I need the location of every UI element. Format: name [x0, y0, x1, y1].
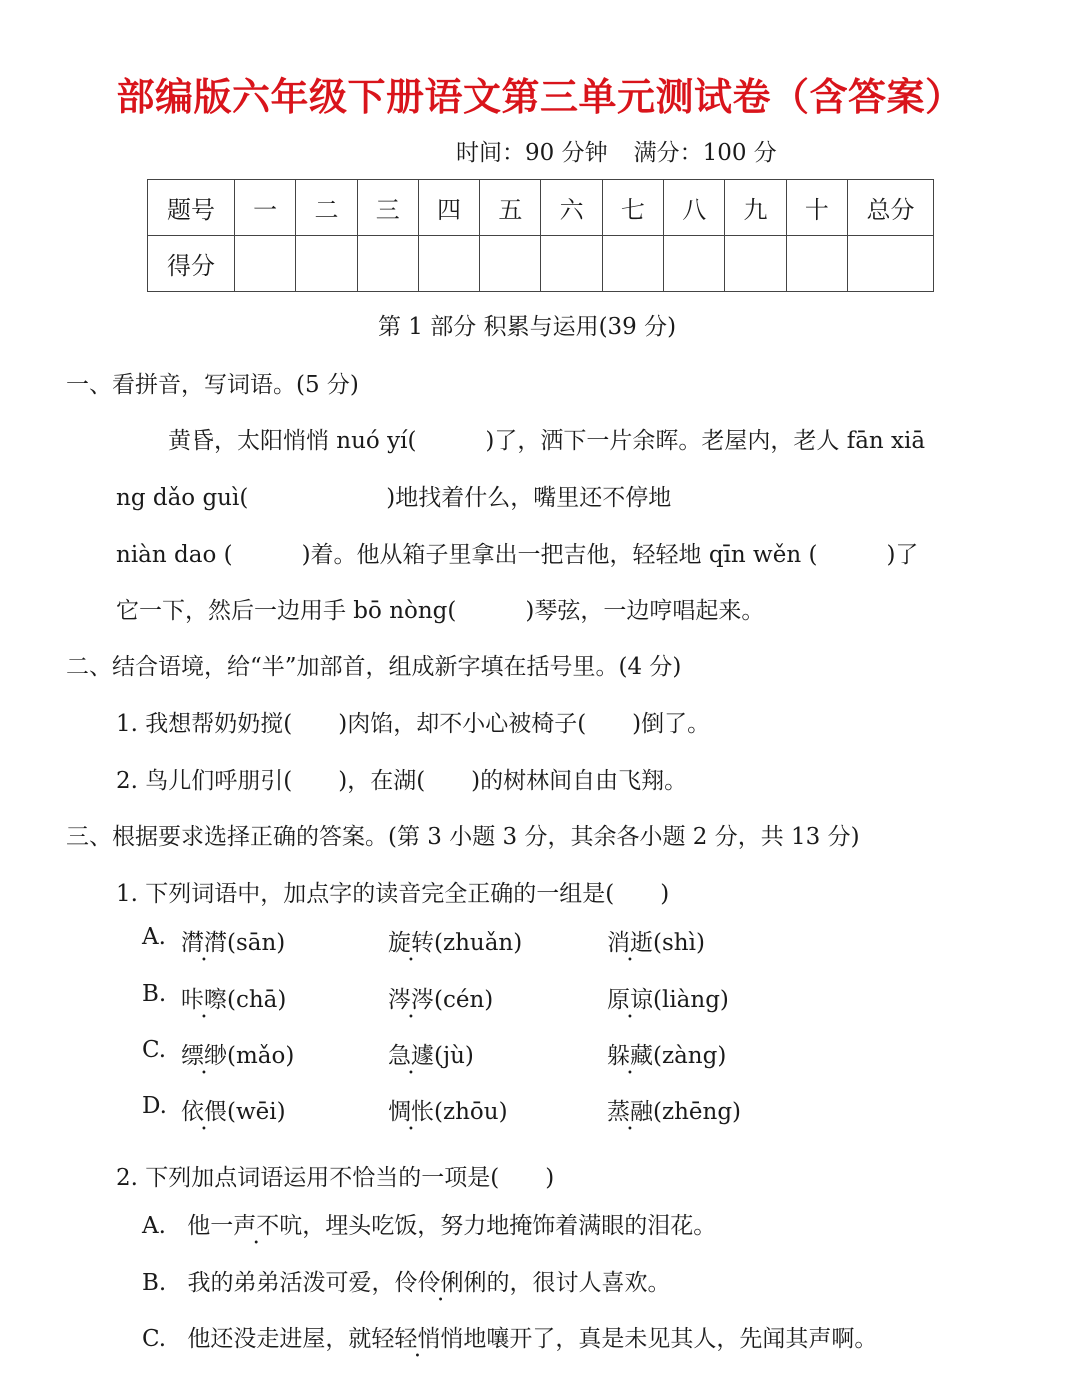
score-row-label: 得分	[148, 236, 235, 292]
q3-sub2-option-a	[142, 1207, 716, 1240]
score-cell	[786, 236, 847, 292]
header-cell: 九	[725, 180, 786, 236]
header-cell: 八	[664, 180, 725, 236]
option-text-pre: 我的弟弟活泼可爱，	[187, 1270, 395, 1296]
header-cell: 总分	[848, 180, 934, 236]
header-cell: 题号	[148, 180, 235, 236]
dotted-word: 消逝	[607, 930, 653, 956]
option-pinyin: (zhōu)	[434, 1099, 508, 1125]
part1-heading: 第 1 部分 积累与运用(39 分)	[378, 314, 677, 340]
dotted-word: 缥缈	[181, 1043, 227, 1069]
header-cell: 一	[235, 180, 296, 236]
option-letter: C.	[142, 1037, 167, 1063]
option-text-post: 的，很讨人喜欢。	[486, 1270, 671, 1296]
header-cell: 七	[602, 180, 663, 236]
dotted-word: 原谅	[607, 987, 653, 1013]
option-pinyin: (liàng)	[653, 987, 729, 1013]
q1-line: ng dǎo guì( )地找着什么，嘴里还不停地	[116, 485, 672, 511]
option-word	[181, 981, 286, 1014]
q1-heading: 一、看拼音，写词语。(5 分)	[66, 372, 359, 398]
q1-line: niàn dao ( )着。他从箱子里拿出一把吉他，轻轻地 qīn wěn ( )了	[116, 542, 919, 568]
q3-sub2-option-b	[142, 1264, 671, 1297]
option-letter: B.	[142, 1270, 167, 1296]
q2-item: 1. 我想帮奶奶搅( )肉馅，却不小心被椅子( )倒了。	[116, 711, 711, 737]
option-text-post: 地嚷开了，真是未见其人，先闻其声啊。	[463, 1326, 878, 1352]
score-cell	[848, 236, 934, 292]
score-cell	[602, 236, 663, 292]
option-word	[181, 1037, 294, 1070]
header-cell: 二	[296, 180, 357, 236]
q2-item: 2. 鸟儿们呼朋引( )，在湖( )的树林间自由飞翔。	[116, 768, 688, 794]
header-cell: 六	[541, 180, 602, 236]
dotted-word: 一声不吭	[210, 1213, 303, 1239]
score-table-header-row	[148, 180, 934, 236]
time-limit: 时间：90 分钟	[456, 140, 608, 166]
dotted-word: 依偎	[181, 1099, 227, 1125]
dotted-word: 蒸融	[607, 1099, 653, 1125]
q3-sub2-option-c	[142, 1320, 877, 1353]
header-cell: 十	[786, 180, 847, 236]
option-letter: B.	[142, 981, 167, 1007]
option-word	[388, 981, 493, 1014]
score-cell	[725, 236, 786, 292]
dotted-word: 躲藏	[607, 1043, 653, 1069]
q2-heading: 二、结合语境，给“半”加部首，组成新字填在括号里。(4 分)	[66, 654, 682, 680]
option-pinyin: (jù)	[434, 1043, 474, 1069]
option-letter: A.	[142, 1213, 166, 1239]
option-pinyin: (wēi)	[227, 1099, 286, 1125]
option-word	[607, 924, 705, 957]
q1-line: 黄昏，太阳悄悄 nuó yí( )了，洒下一片余晖。老屋内，老人 fān xiā	[168, 428, 926, 454]
q3-sub1-question: 1. 下列词语中，加点字的读音完全正确的一组是( )	[116, 881, 670, 907]
option-word	[388, 1037, 474, 1070]
option-word	[388, 1093, 508, 1126]
dotted-word: 急遽	[388, 1043, 434, 1069]
option-pinyin: (mǎo)	[227, 1043, 295, 1069]
score-cell	[664, 236, 725, 292]
score-table	[147, 179, 934, 292]
option-text-post: ，埋头吃饭，努力地掩饰着满眼的泪花。	[302, 1213, 717, 1239]
option-word	[607, 1093, 741, 1126]
option-text-pre: 他还没走进屋，就	[187, 1326, 372, 1352]
q3-heading: 三、根据要求选择正确的答案。(第 3 小题 3 分，其余各小题 2 分，共 13 分)	[66, 824, 860, 850]
option-pinyin: (zàng)	[653, 1043, 727, 1069]
score-cell	[296, 236, 357, 292]
q1-line: 它一下，然后一边用手 bō nòng( )琴弦，一边哼唱起来。	[116, 598, 765, 624]
option-letter: A.	[142, 924, 166, 950]
dotted-word: 惆怅	[388, 1099, 434, 1125]
dotted-word: 轻轻悄悄	[371, 1326, 464, 1352]
option-word	[181, 924, 285, 957]
score-cell	[541, 236, 602, 292]
score-cell	[480, 236, 541, 292]
dotted-word: 咔嚓	[181, 987, 227, 1013]
option-letter: C.	[142, 1326, 167, 1352]
option-word	[607, 1037, 726, 1070]
header-cell: 五	[480, 180, 541, 236]
header-cell: 三	[357, 180, 418, 236]
page-title: 部编版六年级下册语文第三单元测试卷（含答案）	[116, 75, 964, 119]
full-score: 满分：100 分	[633, 140, 777, 166]
q3-sub2-question: 2. 下列加点词语运用不恰当的一项是( )	[116, 1165, 555, 1191]
score-cell	[357, 236, 418, 292]
option-word	[181, 1093, 286, 1126]
option-pinyin: (sān)	[227, 930, 286, 956]
option-pinyin: (zhēng)	[653, 1099, 742, 1125]
dotted-word: 潸潸	[181, 930, 227, 956]
option-word	[388, 924, 522, 957]
option-pinyin: (zhuǎn)	[434, 930, 523, 956]
option-pinyin: (shì)	[653, 930, 705, 956]
dotted-word: 旋转	[388, 930, 434, 956]
option-letter: D.	[142, 1093, 167, 1119]
option-pinyin: (chā)	[227, 987, 287, 1013]
dotted-word: 伶伶俐俐	[394, 1270, 487, 1296]
exam-meta	[456, 134, 777, 167]
score-table-score-row	[148, 236, 934, 292]
header-cell: 四	[418, 180, 479, 236]
score-cell	[418, 236, 479, 292]
score-cell	[235, 236, 296, 292]
option-text-pre: 他	[187, 1213, 211, 1239]
option-word	[607, 981, 729, 1014]
dotted-word: 涔涔	[388, 987, 434, 1013]
option-pinyin: (cén)	[434, 987, 494, 1013]
